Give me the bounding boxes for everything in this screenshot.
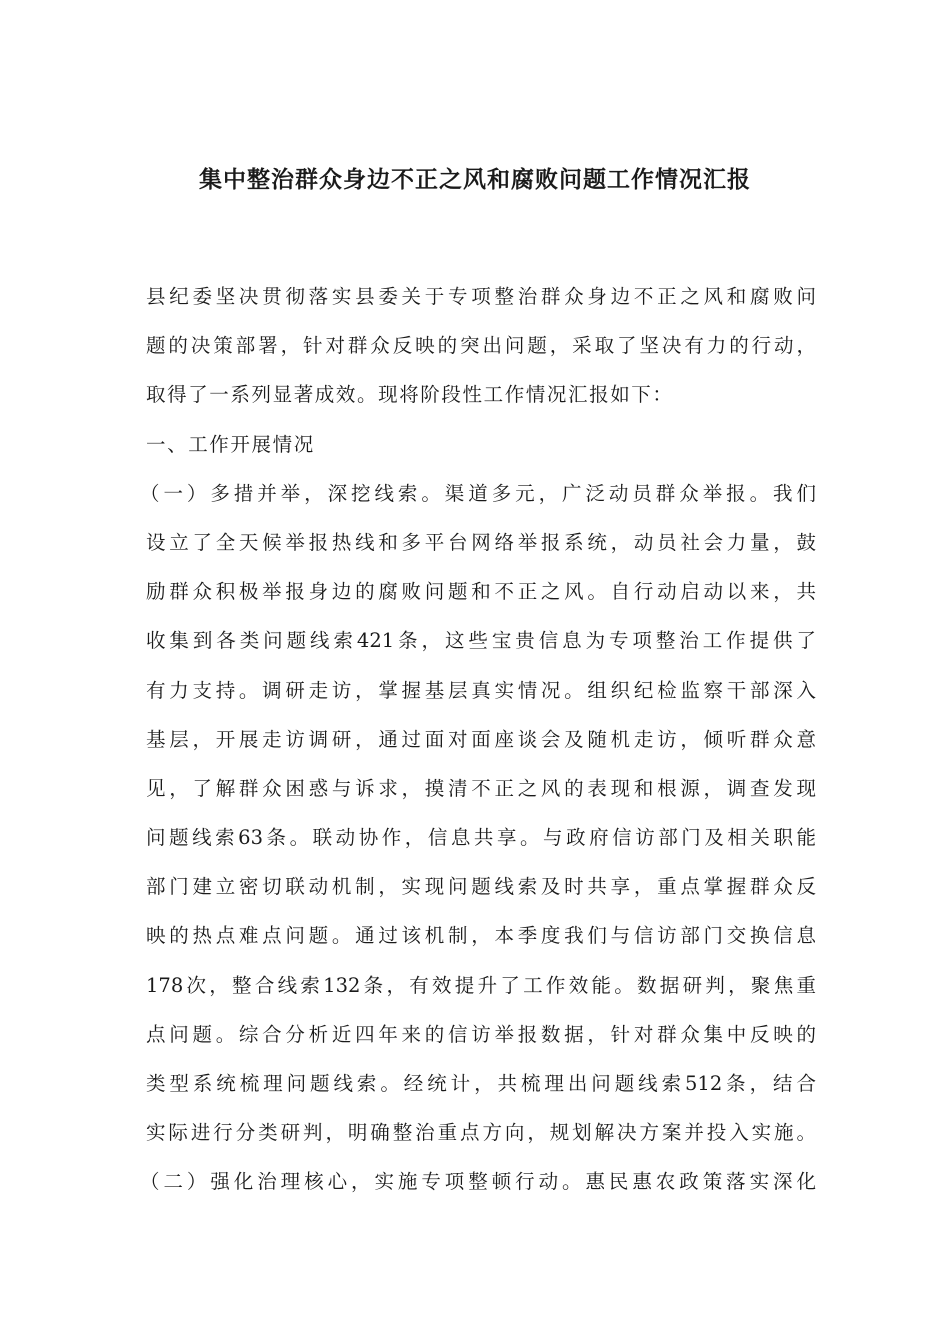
- body-line: 励群众积极举报身边的腐败问题和不正之风。自行动启动以来，共: [146, 580, 816, 604]
- body-line: 有力支持。调研走访，掌握基层真实情况。组织纪检监察干部深入: [146, 678, 816, 702]
- body-line: 映的热点难点问题。通过该机制，本季度我们与信访部门交换信息: [146, 924, 816, 948]
- subsection-heading-line: （二）强化治理核心，实施专项整顿行动。惠民惠农政策落实深化: [140, 1170, 816, 1194]
- document-title: 集中整治群众身边不正之风和腐败问题工作情况汇报: [199, 167, 751, 193]
- body-line: 178次，整合线索132条，有效提升了工作效能。数据研判，聚焦重: [146, 973, 816, 997]
- body-line: 基层，开展走访调研，通过面对面座谈会及随机走访，倾听群众意: [146, 727, 816, 751]
- body-line: 点问题。综合分析近四年来的信访举报数据，针对群众集中反映的: [146, 1022, 816, 1046]
- body-line: 县纪委坚决贯彻落实县委关于专项整治群众身边不正之风和腐败问: [146, 285, 816, 308]
- document-body: [140, 272, 816, 1207]
- body-line: 取得了一系列显著成效。现将阶段性工作情况汇报如下：: [146, 383, 674, 407]
- section-heading: 一、工作开展情况: [146, 432, 315, 456]
- body-line: 见，了解群众困惑与诉求，摸清不正之风的表现和根源，调查发现: [146, 776, 816, 800]
- body-line: 类型系统梳理问题线索。经统计，共梳理出问题线索512条，结合: [146, 1072, 816, 1095]
- subsection-heading-line: （一）多措并举，深挖线索。渠道多元，广泛动员群众举报。我们: [140, 481, 816, 505]
- body-line: 设立了全天候举报热线和多平台网络举报系统，动员社会力量，鼓: [146, 530, 816, 554]
- body-line: 问题线索63条。联动协作，信息共享。与政府信访部门及相关职能: [146, 826, 816, 850]
- body-line: 实际进行分类研判，明确整治重点方向，规划解决方案并投入实施。: [146, 1121, 816, 1145]
- body-line: 收集到各类问题线索421条，这些宝贵信息为专项整治工作提供了: [146, 629, 816, 653]
- body-line: 题的决策部署，针对群众反映的突出问题，采取了坚决有力的行动，: [146, 334, 816, 358]
- body-line: 部门建立密切联动机制，实现问题线索及时共享，重点掌握群众反: [146, 875, 816, 899]
